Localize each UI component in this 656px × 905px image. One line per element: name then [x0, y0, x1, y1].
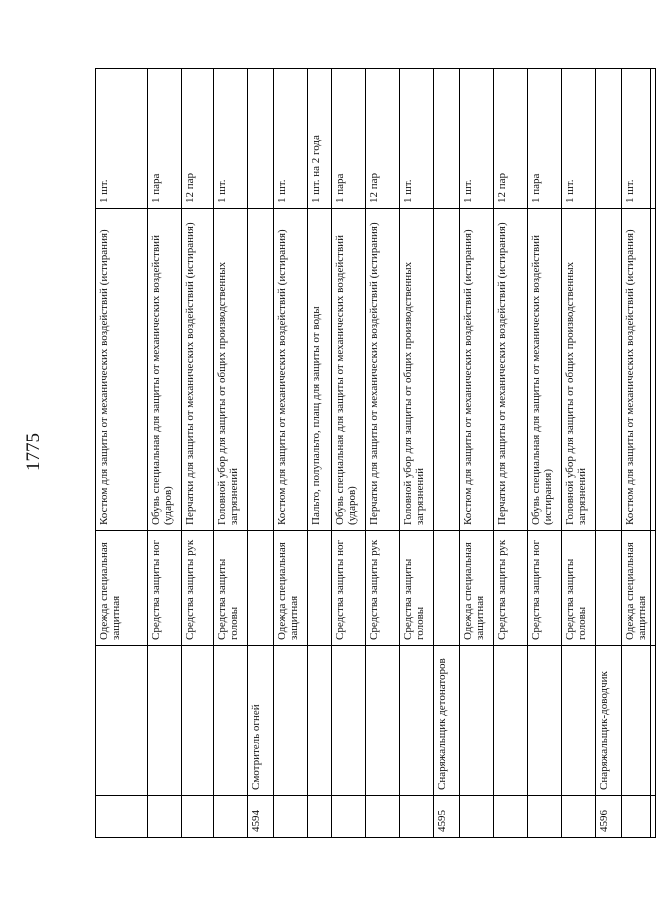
norm-cell [651, 69, 656, 209]
number-cell [494, 796, 528, 838]
ppe-type-cell: Средства защиты головы [400, 531, 434, 646]
profession-cell [494, 646, 528, 796]
ppe-type-cell: Средства защиты ног [528, 531, 562, 646]
profession-cell [308, 646, 332, 796]
ppe-name-cell: Костюм для защиты от механических воздействий (истирания) [622, 209, 651, 531]
number-cell: 4594 [248, 796, 274, 838]
table-row [96, 69, 148, 838]
number-cell [308, 796, 332, 838]
profession-cell [148, 646, 182, 796]
table-row [494, 69, 528, 838]
norm-cell [248, 69, 274, 209]
ppe-name-cell: Перчатки для защиты от механических воздействий (истирания) [366, 209, 400, 531]
table-container [95, 69, 648, 838]
ppe-type-cell: Средства защиты головы [214, 531, 248, 646]
norm-cell: 1 шт. [214, 69, 248, 209]
ppe-name-cell [248, 209, 274, 531]
page-number: 1775 [23, 433, 44, 471]
ppe-name-cell [651, 209, 656, 531]
profession-cell [562, 646, 596, 796]
norm-cell: 12 пар [366, 69, 400, 209]
ppe-name-cell: Головной убор для защиты от общих производственных загрязнений [562, 209, 596, 531]
ppe-name-cell: Обувь специальная для защиты от механических воздействий (истирания) [528, 209, 562, 531]
number-cell [182, 796, 214, 838]
profession-cell [366, 646, 400, 796]
table-row [400, 69, 434, 838]
norm-cell: 1 шт. [622, 69, 651, 209]
ppe-type-cell: Средства защиты ног [332, 531, 366, 646]
number-cell [460, 796, 494, 838]
norm-cell: 1 пара [332, 69, 366, 209]
ppe-name-cell: Костюм для защиты от механических воздействий (истирания) [460, 209, 494, 531]
ppe-name-cell: Головной убор для защиты от общих производственных загрязнений [400, 209, 434, 531]
norm-cell: 1 шт. [274, 69, 308, 209]
number-cell: 4595 [434, 796, 460, 838]
profession-cell: Смотритель огней [248, 646, 274, 796]
table-row [308, 69, 332, 838]
number-cell [400, 796, 434, 838]
table-row [332, 69, 366, 838]
profession-cell [182, 646, 214, 796]
ppe-type-cell [248, 531, 274, 646]
ppe-name-cell: Перчатки для защиты от механических воздействий (истирания) [182, 209, 214, 531]
table-body [96, 69, 656, 838]
norm-cell: 12 пар [494, 69, 528, 209]
norm-cell: 1 шт. на 2 года [308, 69, 332, 209]
table-row [214, 69, 248, 838]
ppe-type-cell: Средства защиты головы [562, 531, 596, 646]
table-row [434, 69, 460, 838]
profession-cell [214, 646, 248, 796]
ppe-type-cell [434, 531, 460, 646]
profession-cell [651, 646, 656, 796]
ppe-type-cell: Средства защиты ног [148, 531, 182, 646]
norm-cell: 1 пара [148, 69, 182, 209]
ppe-type-cell: Средства защиты рук [494, 531, 528, 646]
ppe-type-cell [596, 531, 622, 646]
table-row [148, 69, 182, 838]
ppe-type-cell: Одежда специальная защитная [96, 531, 148, 646]
table-row [651, 69, 656, 838]
ppe-name-cell: Перчатки для защиты от механических воздействий (истирания) [494, 209, 528, 531]
profession-cell: Снаряжальщик-доводчик [596, 646, 622, 796]
ppe-type-cell: Одежда специальная защитная [274, 531, 308, 646]
ppe-name-cell [434, 209, 460, 531]
table-row [460, 69, 494, 838]
table-row [596, 69, 622, 838]
table-row [562, 69, 596, 838]
number-cell: 4596 [596, 796, 622, 838]
norm-cell: 12 пар [182, 69, 214, 209]
number-cell [332, 796, 366, 838]
norm-cell: 1 шт. [96, 69, 148, 209]
profession-cell: Снаряжальщик детонаторов [434, 646, 460, 796]
norm-cell [434, 69, 460, 209]
number-cell [366, 796, 400, 838]
ppe-name-cell: Пальто, полупальто, плащ для защиты от воды [308, 209, 332, 531]
profession-cell [332, 646, 366, 796]
norm-cell [596, 69, 622, 209]
ppe-type-cell: Одежда специальная защитная [460, 531, 494, 646]
norm-cell: 1 шт. [562, 69, 596, 209]
ppe-type-cell [308, 531, 332, 646]
table-row [622, 69, 651, 838]
number-cell [214, 796, 248, 838]
number-cell [562, 796, 596, 838]
number-cell [96, 796, 148, 838]
table-row [366, 69, 400, 838]
number-cell [622, 796, 651, 838]
ppe-type-cell: Одежда специальная защитная [622, 531, 651, 646]
ppe-name-cell: Обувь специальная для защиты от механических воздействий (ударов) [332, 209, 366, 531]
number-cell [528, 796, 562, 838]
ppe-name-cell [596, 209, 622, 531]
ppe-name-cell: Костюм для защиты от механических воздействий (истирания) [274, 209, 308, 531]
norm-cell: 1 пара [528, 69, 562, 209]
table-row [274, 69, 308, 838]
ppe-name-cell: Обувь специальная для защиты от механических воздействий (ударов) [148, 209, 182, 531]
profession-cell [400, 646, 434, 796]
ppe-norms-table [95, 68, 656, 838]
profession-cell [622, 646, 651, 796]
ppe-type-cell: Средства защиты рук [366, 531, 400, 646]
profession-cell [274, 646, 308, 796]
ppe-name-cell: Головной убор для защиты от общих производственных загрязнений [214, 209, 248, 531]
number-cell [274, 796, 308, 838]
norm-cell: 1 шт. [400, 69, 434, 209]
number-cell [651, 796, 656, 838]
number-cell [148, 796, 182, 838]
profession-cell [528, 646, 562, 796]
ppe-type-cell [651, 531, 656, 646]
profession-cell [460, 646, 494, 796]
profession-cell [96, 646, 148, 796]
ppe-name-cell: Костюм для защиты от механических воздействий (истирания) [96, 209, 148, 531]
norm-cell: 1 шт. [460, 69, 494, 209]
table-row [528, 69, 562, 838]
ppe-type-cell: Средства защиты рук [182, 531, 214, 646]
table-row [248, 69, 274, 838]
table-row [182, 69, 214, 838]
